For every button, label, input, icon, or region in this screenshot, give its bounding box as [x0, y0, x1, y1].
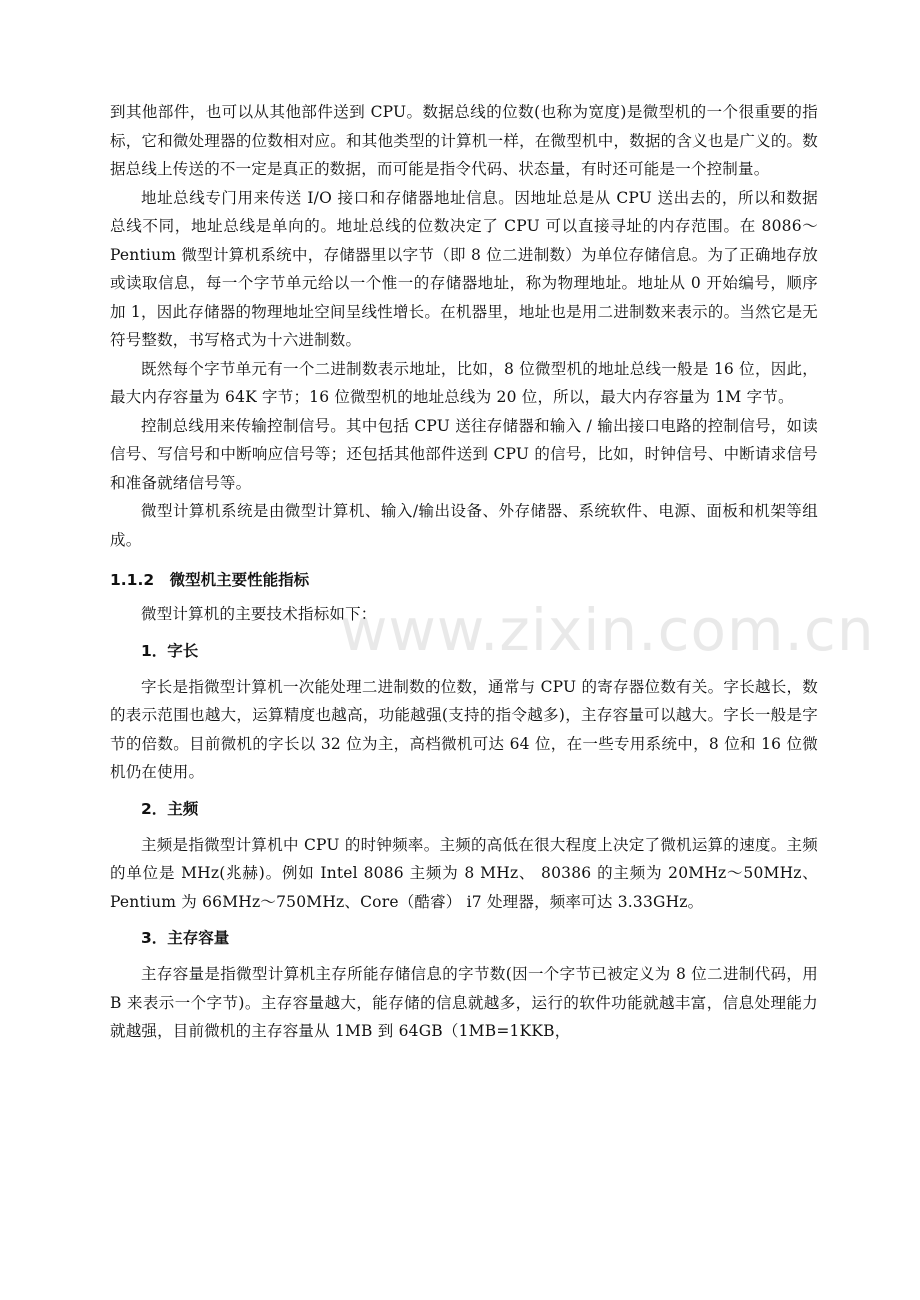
item-heading-main-memory: 3．主存容量 [141, 929, 230, 947]
paragraph-data-bus: 到其他部件，也可以从其他部件送到 CPU。数据总线的位数(也称为宽度)是微型机的一个很重要的指标，它和微处理器的位数相对应。和其他类型的计算机一样，在微型机中，数据的含义也是广义的。数据总线上传送的不一定是真正的数据，而可能是指令代码、状态量，有时还可能是一个控制量。 [110, 103, 818, 178]
paragraph-control-bus: 控制总线用来传输控制信号。其中包括 CPU 送往存储器和输入 / 输出接口电路的控制信号，如读信号、写信号和中断响应信号等；还包括其他部件送到 CPU 的信号，比如，时钟信号、中断请求信号和准备就绪信号等。 [110, 416, 818, 492]
paragraph-address-bus: 地址总线专门用来传送 I/O 接口和存储器地址信息。因地址总是从 CPU 送出去的，所以和数据总线不同，地址总线是单向的。地址总线的位数决定了 CPU 可以直接寻址的内存范围。在 8086～Pentium 微型计算机系统中，存储器里以字节（即 8 位二进制数）为单位存储信息。为了正确地存放或读取信息，每一个字节单元给以一个惟一的存储器地址，称为物理地址。地址从 0 开始编号，顺序加 1，因此存储器的物理地址空间呈线性增长。在机器里，地址也是用二进制数来表示的。当然它是无符号整数，书写格式为十六进制数。 [110, 188, 818, 349]
paragraph-address-capacity: 既然每个字节单元有一个二进制数表示地址，比如，8 位微型机的地址总线一般是 16 位，因此，最大内存容量为 64K 字节；16 位微型机的地址总线为 20 位，所以，最大内存容量为 1M 字节。 [110, 359, 818, 406]
item-text-clock-frequency: 主频是指微型计算机中 CPU 的时钟频率。主频的高低在很大程度上决定了微机运算的速度。主频的单位是 MHz(兆赫)。例如 Intel 8086 主频为 8 MHz、 80386 的主频为 20MHz～50MHz、Pentium 为 66MHz～750MHz、Core（酷睿） i7 处理器，频率可达 3.33GHz。 [110, 835, 818, 911]
section-heading: 1.1.2 微型机主要性能指标 [110, 571, 310, 589]
item-heading-clock-frequency: 2．主频 [141, 799, 199, 818]
item-text-main-memory: 主存容量是指微型计算机主存所能存储信息的字节数(因一个字节已被定义为 8 位二进制代码，用 B 来表示一个字节)。主存容量越大，能存储的信息就越多，运行的软件功能就越丰富，信息处理能力就越强，目前微机的主存容量从 1MB 到 64GB（1MB=1KKB， [110, 965, 818, 1040]
document-page [110, 98, 818, 1046]
section-intro: 微型计算机的主要技术指标如下： [141, 605, 377, 623]
watermark: www.zixin.com.cn [340, 596, 875, 664]
item-text-word-length: 字长是指微型计算机一次能处理二进制数的位数，通常与 CPU 的寄存器位数有关。字长越长，数的表示范围也越大，运算精度也越高，功能越强(支持的指令越多)，主存容量可以越大。字长一般是字节的倍数。目前微机的字长以 32 位为主，高档微机可达 64 位，在一些专用系统中，8 位和 16 位微机仍在使用。 [110, 677, 818, 781]
paragraph-system-composition: 微型计算机系统是由微型计算机、输入/输出设备、外存储器、系统软件、电源、面板和机架等组成。 [110, 502, 818, 549]
item-heading-word-length: 1．字长 [141, 641, 199, 660]
